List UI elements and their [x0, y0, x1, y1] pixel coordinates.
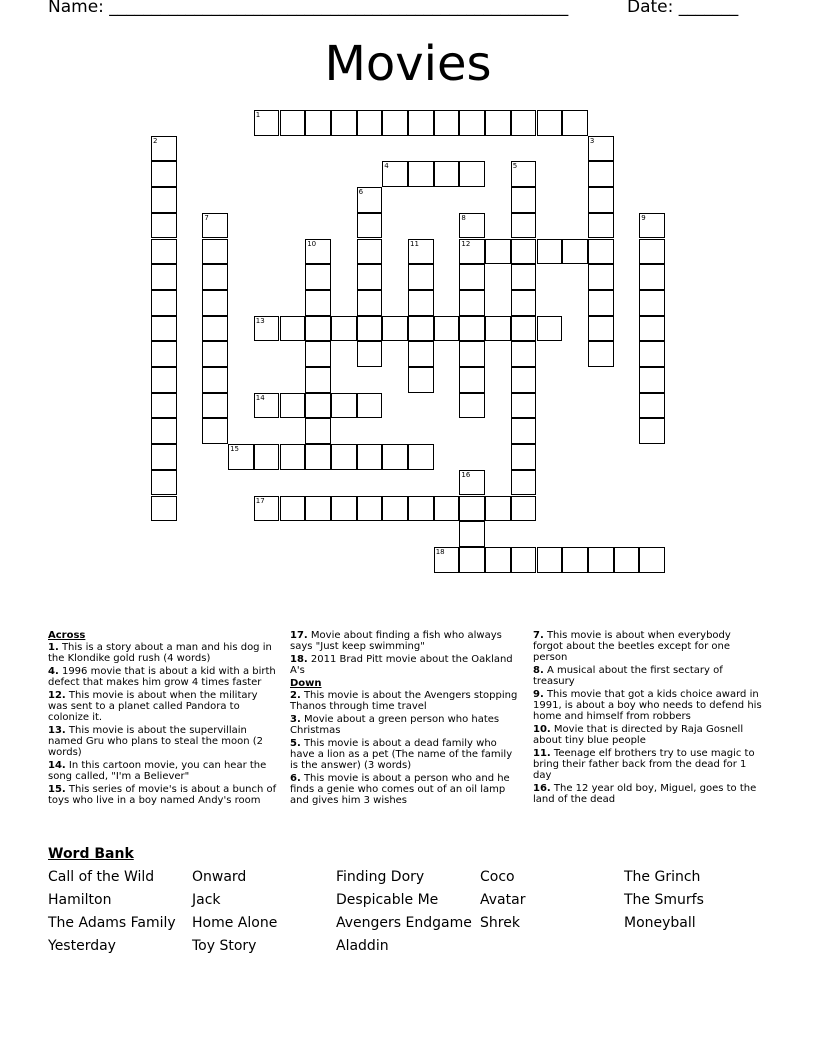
crossword-cell[interactable]	[151, 187, 177, 213]
crossword-cell[interactable]	[151, 290, 177, 316]
word-bank-item: The Smurfs	[624, 892, 704, 908]
crossword-cell[interactable]	[434, 316, 460, 342]
clue-number: 18	[435, 547, 445, 556]
crossword-cell[interactable]	[511, 367, 537, 393]
clue-number: 4	[384, 162, 389, 171]
clue-across-4: 4. 1996 movie that is about a kid with a birth defect that makes him grow 4 times faster	[48, 666, 276, 688]
crossword-cell[interactable]	[459, 547, 485, 573]
clue-number: 14	[255, 393, 265, 402]
clue-down-9: 9. This movie that got a kids choice award in 1991, is about a boy who needs to defend his home and himself from robbers	[533, 689, 762, 722]
crossword-cell[interactable]	[305, 367, 331, 393]
crossword-cell[interactable]	[151, 367, 177, 393]
crossword-cell[interactable]	[459, 393, 485, 419]
crossword-cell[interactable]	[151, 316, 177, 342]
page-title: Movies	[324, 36, 492, 92]
crossword-cell[interactable]	[357, 264, 383, 290]
crossword-cell[interactable]	[280, 110, 306, 136]
crossword-cell[interactable]	[588, 161, 614, 187]
crossword-cell[interactable]	[382, 110, 408, 136]
crossword-cell[interactable]	[459, 496, 485, 522]
crossword-cell[interactable]	[537, 110, 563, 136]
across-heading: Across	[48, 630, 86, 641]
clue-number: 11	[410, 239, 419, 248]
crossword-cell[interactable]	[408, 444, 434, 470]
crossword-cell[interactable]	[511, 470, 537, 496]
clue-down-11: 11. Teenage elf brothers try to use magic to bring their father back from the dead for 1 day	[533, 748, 755, 781]
crossword-cell[interactable]	[434, 110, 460, 136]
clue-number: 12	[461, 239, 471, 248]
crossword-cell[interactable]	[202, 239, 228, 265]
crossword-cell[interactable]	[202, 367, 228, 393]
crossword-cell[interactable]	[202, 341, 228, 367]
word-bank-item: Aladdin	[336, 938, 389, 954]
crossword-cell[interactable]	[408, 316, 434, 342]
crossword-cell[interactable]	[434, 496, 460, 522]
clue-number: 2	[153, 136, 158, 145]
crossword-cell[interactable]	[588, 316, 614, 342]
crossword-cell[interactable]	[459, 367, 485, 393]
clue-number: 1	[255, 111, 261, 119]
crossword-cell[interactable]	[459, 161, 485, 187]
clue-number: 17	[255, 496, 265, 505]
clue-number: 16	[461, 470, 471, 479]
crossword-cell[interactable]	[639, 264, 665, 290]
clue-down-8: 8. A musical about the first sectary of treasury	[533, 665, 723, 687]
crossword-cell[interactable]	[408, 367, 434, 393]
crossword-cell[interactable]	[305, 496, 331, 522]
crossword-cell[interactable]	[511, 264, 537, 290]
crossword-cell[interactable]	[639, 341, 665, 367]
crossword-cell[interactable]	[511, 444, 537, 470]
clue-number: 7	[204, 213, 209, 222]
crossword-cell[interactable]	[511, 187, 537, 213]
crossword-cell[interactable]	[485, 239, 511, 265]
crossword-cell[interactable]	[357, 341, 383, 367]
crossword-cell[interactable]	[357, 213, 383, 239]
crossword-cell[interactable]	[511, 239, 537, 265]
crossword-cell[interactable]	[511, 290, 537, 316]
word-bank-item: Avatar	[480, 892, 526, 908]
word-bank-item: The Grinch	[624, 869, 701, 885]
word-bank-item: Coco	[480, 869, 515, 885]
word-bank-item: Finding Dory	[336, 869, 425, 885]
crossword-cell[interactable]	[202, 393, 228, 419]
crossword-cell[interactable]	[202, 264, 228, 290]
word-bank-item: Call of the Wild	[48, 869, 155, 885]
crossword-cell[interactable]	[331, 496, 357, 522]
clue-number: 8	[461, 213, 466, 222]
crossword-cell[interactable]	[614, 547, 640, 573]
crossword-cell[interactable]	[305, 444, 331, 470]
clue-across-18: 18. 2011 Brad Pitt movie about the Oakland A's	[290, 654, 513, 676]
crossword-cell[interactable]	[357, 290, 383, 316]
crossword-cell[interactable]	[280, 496, 306, 522]
crossword-cell[interactable]	[202, 290, 228, 316]
crossword-cell[interactable]	[639, 367, 665, 393]
crossword-cell[interactable]	[459, 110, 485, 136]
clue-down-2: 2. This movie is about the Avengers stopping Thanos through time travel	[290, 690, 518, 712]
crossword-cell[interactable]	[305, 110, 331, 136]
crossword-cell[interactable]	[459, 264, 485, 290]
clue-across-14: 14. In this cartoon movie, you can hear the song called, "I'm a Believer"	[48, 760, 267, 782]
crossword-cell[interactable]	[511, 496, 537, 522]
crossword-cell[interactable]	[485, 547, 511, 573]
crossword-cell[interactable]	[639, 393, 665, 419]
crossword-cell[interactable]	[202, 316, 228, 342]
crossword-cell[interactable]	[511, 110, 537, 136]
date-line: Date: _______	[627, 0, 739, 17]
word-bank-title: Word Bank	[48, 846, 134, 862]
word-bank-item: Shrek	[480, 915, 520, 931]
crossword-cell[interactable]	[254, 444, 280, 470]
crossword-cell[interactable]	[382, 496, 408, 522]
clue-across-12: 12. This movie is about when the military was sent to a planet called Pandora to colonize it.	[48, 690, 258, 723]
crossword-cell[interactable]	[357, 239, 383, 265]
clue-across-15: 15. This series of movie's is about a bunch of toys who live in a boy named Andy's room	[48, 784, 277, 806]
crossword-cell[interactable]	[511, 418, 537, 444]
crossword-cell[interactable]	[408, 161, 434, 187]
crossword-cell[interactable]	[562, 239, 588, 265]
clue-down-7: 7. This movie is about when everybody forgot about the beetles except for one person	[533, 630, 731, 663]
crossword-cell[interactable]	[459, 341, 485, 367]
crossword-cell[interactable]	[331, 316, 357, 342]
crossword-cell[interactable]	[588, 341, 614, 367]
down-heading: Down	[290, 678, 322, 689]
crossword-cell[interactable]	[408, 341, 434, 367]
crossword-cell[interactable]	[588, 187, 614, 213]
clue-number: 13	[255, 316, 265, 325]
crossword-cell[interactable]	[408, 496, 434, 522]
crossword-cell[interactable]	[537, 547, 563, 573]
clue-down-16: 16. The 12 year old boy, Miguel, goes to the land of the dead	[533, 783, 757, 805]
name-line: Name: ______________________________________________________	[48, 0, 569, 17]
crossword-cell[interactable]	[280, 444, 306, 470]
clue-column-1	[48, 630, 278, 808]
crossword-cell[interactable]	[357, 496, 383, 522]
crossword-cell[interactable]	[151, 264, 177, 290]
crossword-cell[interactable]	[382, 444, 408, 470]
clue-across-17: 17. Movie about finding a fish who always says "Just keep swimming"	[290, 630, 502, 652]
clue-across-1: 1. This is a story about a man and his dog in the Klondike gold rush (4 words)	[48, 642, 272, 664]
crossword-cell[interactable]	[408, 290, 434, 316]
crossword-cell[interactable]	[459, 290, 485, 316]
word-bank-item: Despicable Me	[336, 892, 439, 908]
crossword-cell[interactable]	[331, 444, 357, 470]
crossword-cell[interactable]	[305, 393, 331, 419]
clue-down-10: 10. Movie that is directed by Raja Gosnell about tiny blue people	[533, 724, 744, 746]
clue-down-6: 6. This movie is about a person who and he finds a genie who comes out of an oil lamp and gives him 3 wishes	[290, 773, 510, 806]
word-bank-item: Onward	[192, 869, 247, 885]
crossword-cell[interactable]	[305, 264, 331, 290]
crossword-cell[interactable]	[151, 470, 177, 496]
crossword-cell[interactable]	[382, 316, 408, 342]
crossword-cell[interactable]	[434, 161, 460, 187]
crossword-cell[interactable]	[280, 316, 306, 342]
crossword-cell[interactable]	[511, 213, 537, 239]
crossword-cell[interactable]	[305, 316, 331, 342]
crossword-cell[interactable]	[151, 239, 177, 265]
clue-down-3: 3. Movie about a green person who hates Christmas	[290, 714, 500, 736]
crossword-cell[interactable]	[151, 161, 177, 187]
clue-across-13: 13. This movie is about the supervillain named Gru who plans to steal the moon (2 words)	[48, 725, 263, 758]
crossword-cell[interactable]	[202, 418, 228, 444]
crossword-cell[interactable]	[357, 316, 383, 342]
crossword-cell[interactable]	[151, 341, 177, 367]
word-bank-item: Toy Story	[192, 938, 257, 954]
clue-number: 6	[358, 188, 364, 197]
crossword-cell[interactable]	[639, 316, 665, 342]
crossword-cell[interactable]	[357, 444, 383, 470]
crossword-cell[interactable]	[408, 110, 434, 136]
word-bank-item: Home Alone	[192, 915, 278, 931]
crossword-cell[interactable]	[151, 393, 177, 419]
crossword-cell[interactable]	[357, 393, 383, 419]
crossword-cell[interactable]	[151, 418, 177, 444]
clue-number: 15	[230, 445, 240, 454]
crossword-cell[interactable]	[280, 393, 306, 419]
word-bank-item: Moneyball	[624, 915, 696, 931]
crossword-cell[interactable]	[305, 418, 331, 444]
crossword-cell[interactable]	[639, 239, 665, 265]
clue-number: 5	[512, 162, 518, 171]
clue-number: 3	[589, 136, 595, 145]
word-bank-item: The Adams Family	[48, 915, 176, 931]
crossword-cell[interactable]	[588, 290, 614, 316]
crossword-cell[interactable]	[537, 239, 563, 265]
crossword-cell[interactable]	[459, 521, 485, 547]
word-bank-item: Avengers Endgame	[336, 915, 472, 931]
crossword-cell[interactable]	[357, 110, 383, 136]
crossword-cell[interactable]	[485, 316, 511, 342]
crossword-cell[interactable]	[537, 316, 563, 342]
crossword-cell[interactable]	[639, 418, 665, 444]
crossword-cell[interactable]	[588, 213, 614, 239]
crossword-cell[interactable]	[305, 290, 331, 316]
crossword-cell[interactable]	[511, 341, 537, 367]
clue-column-3	[533, 630, 763, 807]
crossword-cell[interactable]	[588, 264, 614, 290]
crossword-cell[interactable]	[151, 213, 177, 239]
word-bank-item: Hamilton	[48, 892, 112, 908]
crossword-cell[interactable]	[151, 444, 177, 470]
crossword-cell[interactable]	[588, 547, 614, 573]
clue-number: 9	[641, 213, 646, 222]
crossword-cell[interactable]	[408, 264, 434, 290]
crossword-cell[interactable]	[305, 341, 331, 367]
clue-column-2	[290, 630, 522, 808]
clue-down-5: 5. This movie is about a dead family who have a lion as a pet (The name of the family is the answer) (3 words)	[290, 738, 513, 771]
crossword-cell[interactable]	[511, 393, 537, 419]
word-bank-item: Jack	[192, 892, 221, 908]
crossword-cell[interactable]	[588, 239, 614, 265]
word-bank-item: Yesterday	[48, 938, 116, 954]
crossword-cell[interactable]	[151, 496, 177, 522]
crossword-cell[interactable]	[485, 110, 511, 136]
crossword-cell[interactable]	[639, 547, 665, 573]
crossword-cell[interactable]	[562, 547, 588, 573]
crossword-cell[interactable]	[485, 496, 511, 522]
crossword-cell[interactable]	[562, 110, 588, 136]
crossword-cell[interactable]	[639, 290, 665, 316]
crossword-cell[interactable]	[511, 547, 537, 573]
crossword-cell[interactable]	[331, 110, 357, 136]
crossword-cell[interactable]	[459, 316, 485, 342]
crossword-cell[interactable]	[511, 316, 537, 342]
clue-number: 10	[307, 239, 317, 248]
crossword-cell[interactable]	[331, 393, 357, 419]
